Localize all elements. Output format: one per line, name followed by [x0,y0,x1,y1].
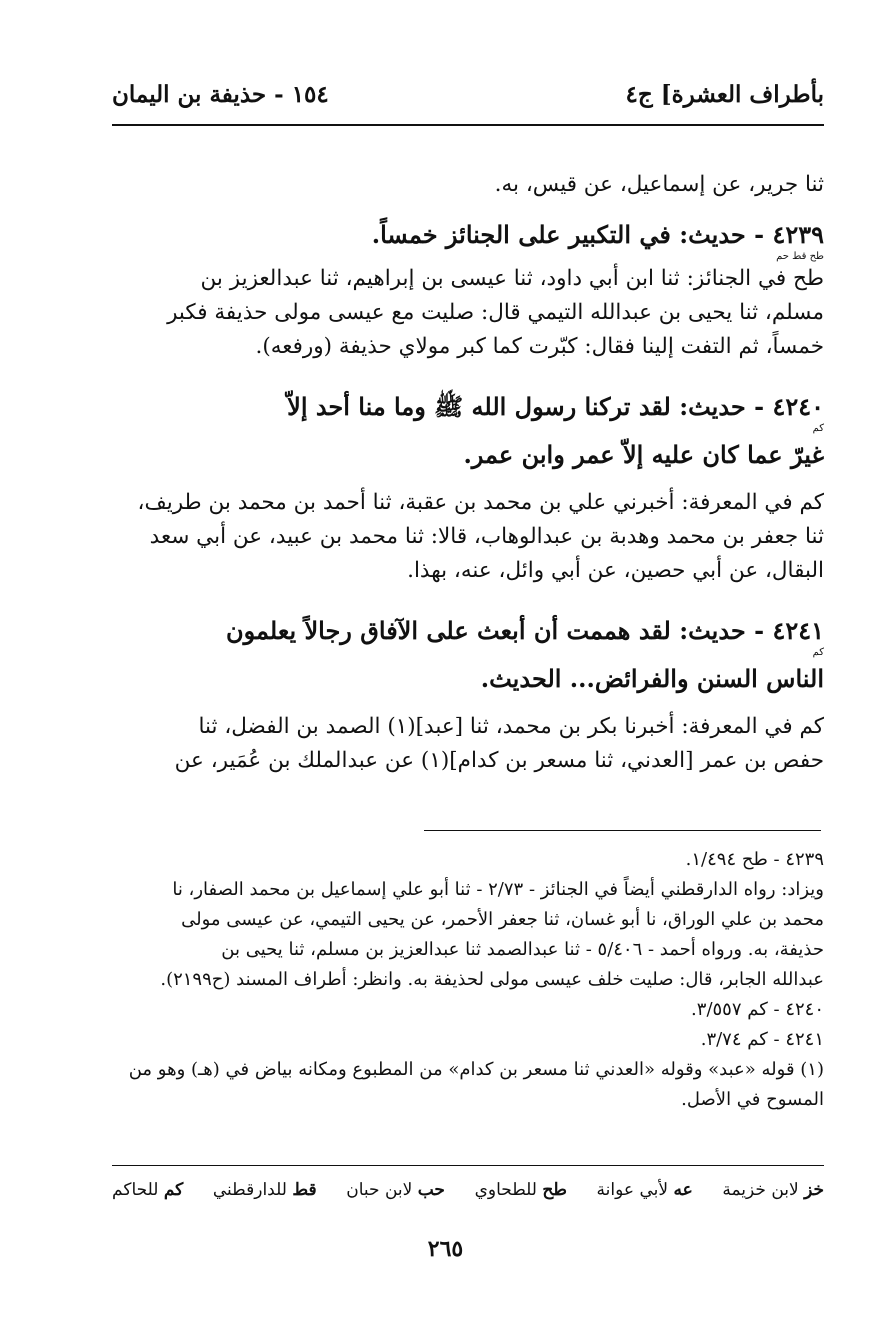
hadith-4241-heading-cont: الناس السنن والفرائض... الحديث. [480,664,824,693]
footnote-line: حذيفة، به. ورواه أحمد - ٥/٤٠٦ - ثنا عبدالصمد ثنا عبدالعزيز بن مسلم، ثنا يحيى بن [221,939,824,960]
footnote-line: ويزاد: رواه الدارقطني أيضاً في الجنائز - ٢/٧٣ - ثنا أبو علي إسماعيل بن محمد الصفار، نا [172,879,824,900]
hadith-4239-line-3: خمساً، ثم التفت إلينا فقال: كبّرت كما كبر مولاي حذيفة (ورفعه). [255,334,824,359]
hadith-4240-heading-cont: غيرّ عما كان عليه إلاّ عمر وابن عمر. [463,440,824,469]
footnotes [112,845,824,1115]
running-header [112,72,824,116]
hadith-4239-line-2: مسلم، ثنا يحيى بن عبدالله التيمي قال: صليت مع عيسى مولى حذيفة فكبر [167,300,824,325]
abbrev-item: طح للطحاوي [474,1180,567,1200]
hadith-4241-heading: ٤٢٤١ - حديث: لقد هممت أن أبعث على الآفاق رجالاً يعلمون [226,616,824,645]
abbrev-item: قط للدارقطني [212,1180,317,1200]
abbrev-item: عه لأبي عوانة [596,1180,693,1200]
hadith-4239-marker: طح قط حم [776,251,824,262]
footnote-line: محمد بن علي الوراق، نا أبو غسان، ثنا جعفر الأحمر، عن يحيى التيمي، عن عيسى مولى [181,909,824,930]
footnote-line: ٤٢٣٩ - طح ١/٤٩٤. [685,849,824,870]
header-chapter: ١٥٤ - حذيفة بن اليمان [112,80,329,108]
hadith-4240-line-1: كم في المعرفة: أخبرني علي بن محمد بن عقبة، ثنا أحمد بن محمد بن طريف، [137,490,824,515]
hadith-4240-line-3: البقال، عن أبي حصين، عن أبي وائل، عنه، بهذا. [407,558,824,583]
footnote-rule [424,830,821,831]
footnote-line: ٤٢٤٠ - كم ٣/٥٥٧. [691,999,824,1020]
header-rule [112,124,824,126]
hadith-4239-heading: ٤٢٣٩ - حديث: في التكبير على الجنائز خمساً. [371,220,824,249]
main-text [112,168,824,778]
footnote-line: (١) قوله «عبد» وقوله «العدني ثنا مسعر بن كدام» من المطبوع ومكانه بياض في (هـ) وهو من [128,1059,824,1080]
abbrev-item: حب لابن حبان [346,1180,445,1200]
hadith-4240-marker: كم [812,423,824,434]
hadith-4240-heading: ٤٢٤٠ - حديث: لقد تركنا رسول الله ﷺ وما منا أحد إلاّ [287,392,824,421]
footnote-line: ٤٢٤١ - كم ٣/٧٤. [700,1029,824,1050]
hadith-4241-marker: كم [812,647,824,658]
footnote-line: المسوح في الأصل. [681,1089,824,1110]
abbreviation-key [112,1180,824,1200]
abbrev-item: كم للحاكم [112,1180,184,1200]
footnote-line: عبدالله الجابر، قال: صليت خلف عيسى مولى لحذيفة به. وانظر: أطراف المسند (ح٢١٩٩). [160,969,824,990]
page-number: ٢٦٥ [427,1236,464,1262]
hadith-4241-line-2: حفص بن عمر [العدني، ثنا مسعر بن كدام](١) عن عبدالملك بن عُمَير، عن [174,748,824,773]
header-volume: بأطراف العشرة] ج٤ [625,80,824,108]
hadith-4239-line-1: طح في الجنائز: ثنا ابن أبي داود، ثنا عيسى بن إبراهيم، ثنا عبدالعزيز بن [200,266,824,291]
abbreviation-rule [112,1165,824,1166]
hadith-4240-line-2: ثنا جعفر بن محمد وهدبة بن عبدالوهاب، قالا: ثنا محمد بن عبيد، عن أبي سعد [149,524,824,549]
intro-line: ثنا جرير، عن إسماعيل، عن قيس، به. [494,172,824,197]
hadith-4241-line-1: كم في المعرفة: أخبرنا بكر بن محمد، ثنا [عبد](١) الصمد بن الفضل، ثنا [198,714,824,739]
abbrev-item: خز لابن خزيمة [722,1180,824,1200]
